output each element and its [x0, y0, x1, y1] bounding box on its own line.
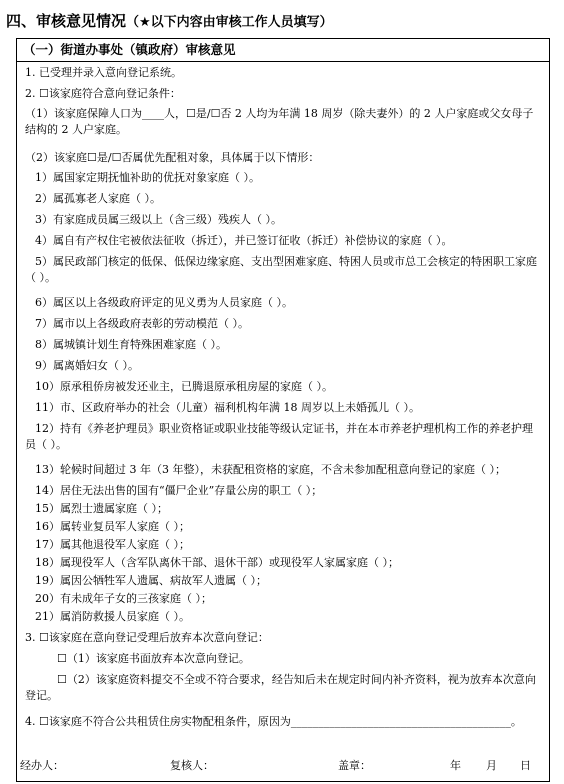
list-item-14: 14）居住无法出售的国有“僵尸企业”存量公房的职工（ ）；	[35, 484, 323, 497]
list-item-13: 13）轮候时间超过 3 年（3 年整），未获配租资格的家庭，不含未参加配租意向登记的家庭（ ）；	[35, 463, 506, 476]
section-title	[6, 10, 562, 32]
item-3-2[interactable]: ☐（2）该家庭资料提交不全或不符合要求，经告知后未在规定时间内补齐资料，视为放弃本次意向登记。	[25, 673, 536, 702]
list-item-5: 5）属民政部门核定的低保、低保边缘家庭、支出型困难家庭、特困人员或市总工会核定的特困职工家庭（ ）。	[25, 255, 537, 284]
item-3-1[interactable]: ☐（1）该家庭书面放弃本次意向登记。	[57, 652, 250, 665]
list-item-4: 4）属自有产权住宅被依法征收（拆迁），并已签订征收（拆迁）补偿协议的家庭（ ）。	[35, 234, 453, 247]
list-item-9: 9）属离婚妇女（ ）。	[35, 359, 139, 372]
list-item-20: 20）有未成年子女的三孩家庭（ ）；	[35, 592, 212, 605]
day-label: 日	[520, 759, 531, 772]
list-item-11: 11）市、区政府举办的社会（儿童）福利机构年满 18 周岁以上未婚孤儿（ ）。	[35, 401, 420, 414]
month-label: 月	[486, 759, 497, 772]
list-item-12: 12）持有《养老护理员》职业资格证或职业技能等级认定证书，并在本市养老护理机构工作的养老护理员（ ）。	[25, 422, 533, 451]
list-item-21: 21）属消防救援人员家庭（ ）。	[35, 610, 190, 623]
item-4[interactable]: 4. ☐该家庭不符合公共租赁住房实物配租条件，原因为________________________________________。	[25, 715, 522, 728]
reviewer-label: 复核人：	[170, 759, 214, 772]
list-item-8: 8）属城镇计划生育特殊困难家庭（ ）。	[35, 338, 227, 351]
box-heading: （一）街道办事处（镇政府）审核意见	[17, 39, 549, 62]
year-label: 年	[450, 759, 461, 772]
item-2[interactable]: 2. ☐该家庭符合意向登记条件：	[25, 87, 181, 100]
list-item-10: 10）原承租侨房被发还业主，已腾退原承租房屋的家庭（ ）。	[35, 380, 333, 393]
list-item-19: 19）属因公牺牲军人遗属、病故军人遗属（ ）；	[35, 574, 267, 587]
handler-label: 经办人：	[20, 759, 64, 772]
section-title-text: 四、审核意见情况	[6, 12, 127, 30]
item-2-1[interactable]: （1）该家庭保障人口为____人，☐是/☐否 2 人均为年满 18 周岁（除夫妻外）的 2 人户家庭或父女母子结构的 2 人户家庭。	[25, 107, 534, 136]
list-item-16: 16）属转业复员军人家庭（ ）；	[35, 520, 190, 533]
list-item-18: 18）属现役军人（含军队离休干部、退休干部）或现役军人家属家庭（ ）；	[35, 556, 399, 569]
list-item-7: 7）属市以上各级政府表彰的劳动模范（ ）。	[35, 317, 249, 330]
list-item-2: 2）属孤寡老人家庭（ ）。	[35, 192, 161, 205]
list-item-6: 6）属区以上各级政府评定的见义勇为人员家庭（ ）。	[35, 296, 293, 309]
list-item-1: 1）属国家定期抚恤补助的优抚对象家庭（ ）。	[35, 171, 260, 184]
seal-label: 盖章：	[338, 759, 371, 772]
item-1: 1. 已受理并录入意向登记系统。	[25, 66, 182, 79]
list-item-15: 15）属烈士遗属家庭（ ）；	[35, 502, 168, 515]
list-item-17: 17）属其他退役军人家庭（ ）；	[35, 538, 190, 551]
list-item-3: 3）有家庭成员属三级以上（含三级）残疾人（ ）。	[35, 213, 282, 226]
item-2-2[interactable]: （2）该家庭☐是/☐否属优先配租对象，具体属于以下情形：	[25, 151, 320, 164]
item-3[interactable]: 3. ☐该家庭在意向登记受理后放弃本次意向登记：	[25, 631, 269, 644]
review-opinion-box	[16, 38, 550, 782]
section-note: （★以下内容由审核工作人员填写）	[126, 15, 333, 30]
